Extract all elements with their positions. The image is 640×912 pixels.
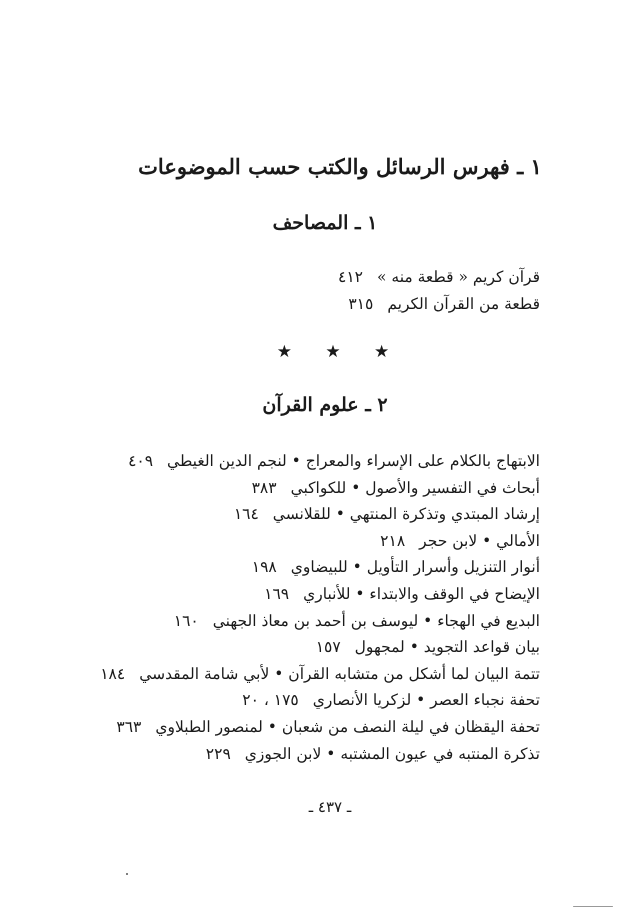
section-heading-quran-sciences: ٢ ـ علوم القرآن (262, 394, 388, 416)
quran-sciences-entry-list (100, 448, 540, 767)
index-main-heading: ١ ـ فهرس الرسائل والكتب حسب الموضوعات (138, 154, 542, 179)
entry-page-number: ١٦٤ (233, 505, 259, 524)
list-item (100, 634, 540, 661)
list-item (100, 714, 540, 741)
entry-title: الأمالي • لابن حجر (419, 531, 540, 550)
entry-title: قطعة من القرآن الكريم (387, 294, 540, 313)
entry-title: تتمة البيان لما أشكل من متشابه القرآن • لأبي شامة المقدسي (139, 664, 540, 683)
entry-title: أبحاث في التفسير والأصول • للكواكبي (290, 478, 540, 497)
entry-title: الابتهاج بالكلام على الإسراء والمعراج • لنجم الدين الغيطي (167, 452, 540, 470)
scan-speck (126, 873, 128, 875)
list-item (338, 291, 540, 318)
list-item (100, 741, 540, 768)
entry-page-number: ١٥٧ (315, 638, 341, 657)
scan-edge-mark (573, 906, 613, 907)
section-heading-mushafs: ١ ـ المصاحف (272, 212, 378, 234)
entry-page-number: ١٦٩ (264, 584, 290, 603)
entry-page-number: ٢٢٩ (205, 744, 231, 763)
entry-title: الإيضاح في الوقف والابتداء • للأنباري (303, 584, 540, 603)
section-separator: ★ ★ ★ (276, 342, 404, 362)
entry-title: البديع في الهجاء • ليوسف بن أحمد بن معاذ الجهني (212, 611, 540, 630)
list-item (100, 528, 540, 555)
entry-page-number: ٣٦٣ (116, 717, 142, 736)
entry-title: إرشاد المبتدي وتذكرة المنتهي • للقلانسي (272, 505, 540, 524)
entry-page-number: ٤٠٩ (128, 452, 154, 470)
entry-page-number: ٢١٨ (380, 531, 406, 550)
entry-page-number: ١٩٨ (251, 558, 277, 577)
entry-title: تحفة اليقظان في ليلة النصف من شعبان • لمنصور الطبلاوي (155, 717, 540, 736)
entry-page-number: ١٧٥ ، ٢٠ (242, 691, 299, 710)
list-item (100, 661, 540, 688)
entry-page-number: ٣٨٣ (251, 478, 277, 497)
page-number: ـ ٤٣٧ ـ (308, 798, 352, 816)
list-item (100, 554, 540, 581)
list-item (100, 608, 540, 635)
entry-title: أنوار التنزيل وأسرار التأويل • للبيضاوي (290, 558, 540, 577)
entry-title: قرآن كريم « قطعة منه » (376, 268, 540, 286)
entry-page-number: ٣١٥ (348, 294, 374, 313)
list-item (100, 448, 540, 475)
entry-title: بيان قواعد التجويد • لمجهول (354, 638, 540, 657)
list-item (100, 475, 540, 502)
entry-page-number: ٤١٢ (338, 268, 363, 286)
list-item (100, 581, 540, 608)
list-item (100, 501, 540, 528)
entry-title: تحفة نجباء العصر • لزكريا الأنصاري (312, 691, 540, 710)
entry-page-number: ١٦٠ (173, 611, 199, 630)
mushafs-entry-list (338, 264, 540, 317)
entry-title: تذكرة المنتبه في عيون المشتبه • لابن الجوزي (244, 744, 540, 763)
entry-page-number: ١٨٤ (100, 664, 126, 683)
list-item (100, 687, 540, 714)
list-item (338, 264, 540, 291)
